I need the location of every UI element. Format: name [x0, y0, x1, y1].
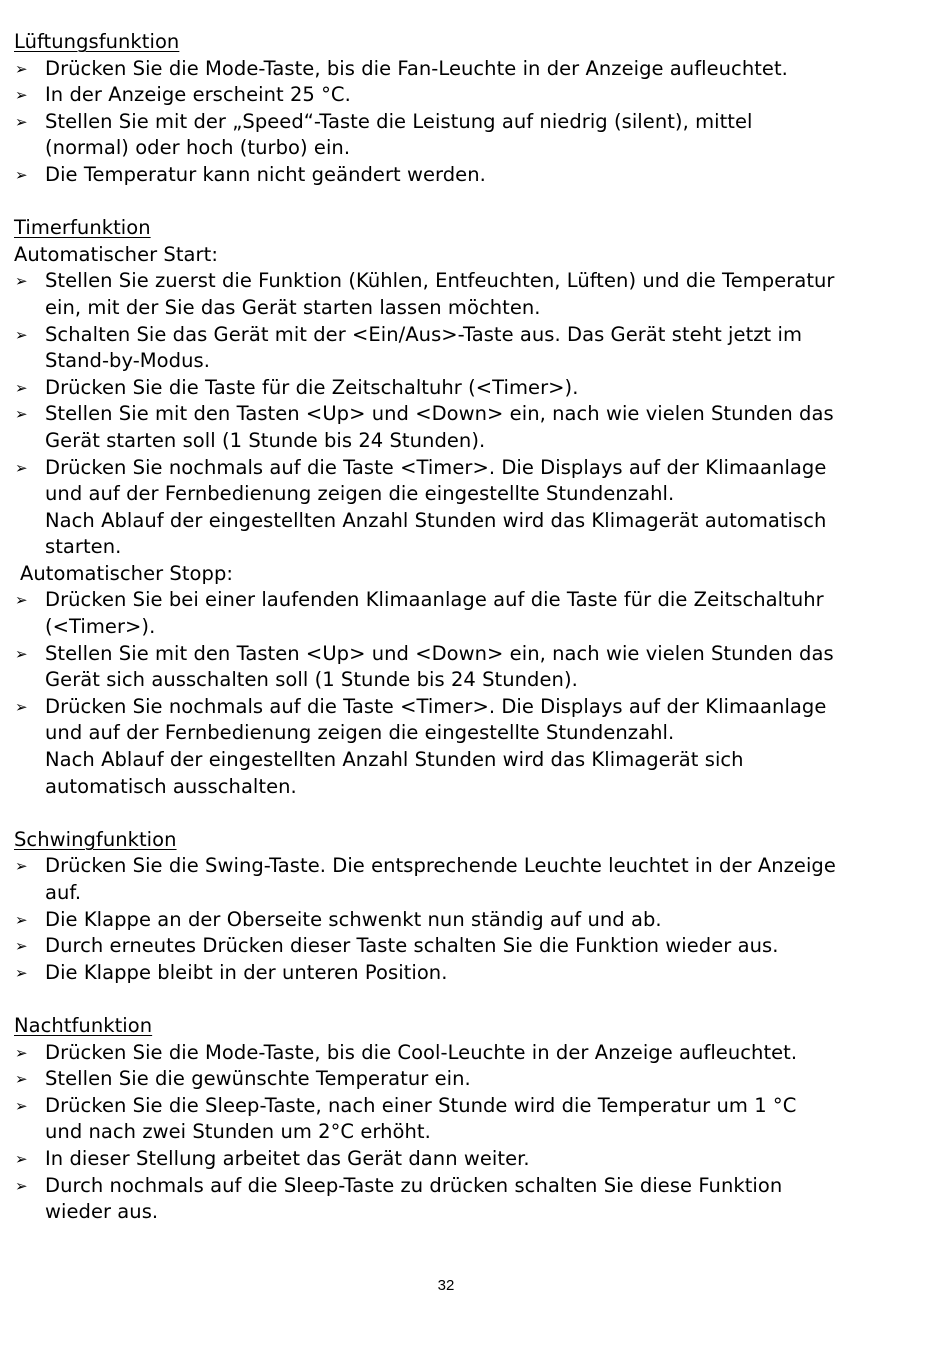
list-item [14, 1146, 914, 1173]
subheading-auto-start: Automatischer Start: [14, 242, 218, 266]
list-item-text: Drücken Sie die Swing-Taste. Die entsprechende Leuchte leuchtet in der Anzeige [45, 854, 836, 878]
list-item-text: (<Timer>). [45, 615, 156, 639]
bullet-list [14, 56, 914, 189]
list-item [14, 960, 914, 987]
list-item [14, 401, 914, 454]
list-item [14, 1066, 914, 1093]
list-item-text: Durch erneutes Drücken dieser Taste schalten Sie die Funktion wieder aus. [45, 934, 779, 958]
list-item-text: wieder aus. [45, 1200, 159, 1224]
list-item [14, 82, 914, 109]
bullet-list [14, 268, 914, 561]
arrowhead-bullet-icon: ➢ [15, 697, 28, 716]
arrowhead-bullet-icon: ➢ [15, 1070, 28, 1089]
list-item-text: Gerät sich ausschalten soll (1 Stunde bis 24 Stunden). [45, 668, 578, 692]
arrowhead-bullet-icon: ➢ [15, 1043, 28, 1062]
arrowhead-bullet-icon: ➢ [15, 458, 28, 477]
list-item-text: Die Klappe bleibt in der unteren Position. [45, 960, 448, 984]
list-item [14, 322, 914, 375]
page-number: 32 [437, 1277, 455, 1294]
arrowhead-bullet-icon: ➢ [15, 937, 28, 956]
list-item-text: Drücken Sie nochmals auf die Taste <Timer>. Die Displays auf der Klimaanlage [45, 694, 827, 718]
list-item [14, 933, 914, 960]
arrowhead-bullet-icon: ➢ [15, 963, 28, 982]
list-item [14, 587, 914, 640]
arrowhead-bullet-icon: ➢ [15, 165, 28, 184]
list-item [14, 162, 914, 189]
arrowhead-bullet-icon: ➢ [15, 1149, 28, 1168]
section-spacer [14, 189, 914, 216]
list-item-text: (normal) oder hoch (turbo) ein. [45, 136, 351, 160]
section-spacer [14, 800, 914, 827]
list-item-text: automatisch ausschalten. [45, 774, 297, 798]
section-heading-timer: Timerfunktion [14, 216, 151, 240]
list-item [14, 1173, 914, 1226]
list-item-text: Die Klappe an der Oberseite schwenkt nun ständig auf und ab. [45, 907, 662, 931]
section-spacer [14, 986, 914, 1013]
arrowhead-bullet-icon: ➢ [15, 86, 28, 105]
arrowhead-bullet-icon: ➢ [15, 910, 28, 929]
bullet-list [14, 1040, 914, 1226]
list-item [14, 1093, 914, 1146]
arrowhead-bullet-icon: ➢ [15, 112, 28, 131]
list-item-text: Schalten Sie das Gerät mit der <Ein/Aus>-Taste aus. Das Gerät steht jetzt im [45, 322, 803, 346]
arrowhead-bullet-icon: ➢ [15, 59, 28, 78]
list-item-text: Drücken Sie die Taste für die Zeitschaltuhr (<Timer>). [45, 375, 579, 399]
bullet-list [14, 853, 914, 986]
list-item-text: Durch nochmals auf die Sleep-Taste zu drücken schalten Sie diese Funktion [45, 1173, 783, 1197]
arrowhead-bullet-icon: ➢ [15, 857, 28, 876]
list-item [14, 56, 914, 83]
list-item-text: Stand-by-Modus. [45, 349, 210, 373]
arrowhead-bullet-icon: ➢ [15, 591, 28, 610]
document-page [14, 29, 914, 1226]
list-item-text: In der Anzeige erscheint 25 °C. [45, 83, 351, 107]
list-item-text: Drücken Sie die Sleep-Taste, nach einer Stunde wird die Temperatur um 1 °C [45, 1093, 797, 1117]
list-item-text: Stellen Sie mit der „Speed“-Taste die Leistung auf niedrig (silent), mittel [45, 109, 753, 133]
list-item-text: und auf der Fernbedienung zeigen die eingestellte Stundenzahl. [45, 721, 675, 745]
list-item-text: Stellen Sie die gewünschte Temperatur ein. [45, 1067, 471, 1091]
list-item [14, 268, 914, 321]
section-heading-lueftung: Lüftungsfunktion [14, 30, 180, 53]
list-item-text: Stellen Sie mit den Tasten <Up> und <Down> ein, nach wie vielen Stunden das [45, 402, 834, 426]
arrowhead-bullet-icon: ➢ [15, 1176, 28, 1195]
list-item [14, 109, 914, 162]
arrowhead-bullet-icon: ➢ [15, 272, 28, 291]
list-item [14, 1040, 914, 1067]
list-item [14, 375, 914, 402]
section-heading-nacht: Nachtfunktion [14, 1013, 153, 1037]
subheading-auto-stop: Automatischer Stopp: [20, 561, 234, 585]
list-item-text: Drücken Sie die Mode-Taste, bis die Fan-Leuchte in der Anzeige aufleuchtet. [45, 56, 788, 80]
bullet-list [14, 587, 914, 800]
list-item-text: Nach Ablauf der eingestellten Anzahl Stunden wird das Klimagerät sich [45, 748, 744, 772]
list-item-text: Drücken Sie bei einer laufenden Klimaanlage auf die Taste für die Zeitschaltuhr [45, 588, 824, 612]
list-item-text: Stellen Sie zuerst die Funktion (Kühlen, Entfeuchten, Lüften) und die Temperatur [45, 269, 835, 293]
list-item-text: Drücken Sie die Mode-Taste, bis die Cool-Leuchte in der Anzeige aufleuchtet. [45, 1040, 798, 1064]
arrowhead-bullet-icon: ➢ [15, 1096, 28, 1115]
list-item [14, 907, 914, 934]
list-item [14, 694, 914, 800]
list-item-text: Drücken Sie nochmals auf die Taste <Timer>. Die Displays auf der Klimaanlage [45, 455, 827, 479]
list-item-text: starten. [45, 535, 122, 559]
arrowhead-bullet-icon: ➢ [15, 644, 28, 663]
list-item-text: In dieser Stellung arbeitet das Gerät dann weiter. [45, 1146, 530, 1170]
list-item [14, 455, 914, 561]
section-heading-schwing: Schwingfunktion [14, 827, 177, 851]
list-item-text: und auf der Fernbedienung zeigen die eingestellte Stundenzahl. [45, 482, 675, 506]
list-item-text: auf. [45, 881, 82, 904]
list-item [14, 641, 914, 694]
list-item-text: und nach zwei Stunden um 2°C erhöht. [45, 1120, 431, 1144]
list-item-text: Nach Ablauf der eingestellten Anzahl Stunden wird das Klimagerät automatisch [45, 508, 827, 532]
arrowhead-bullet-icon: ➢ [15, 405, 28, 424]
arrowhead-bullet-icon: ➢ [15, 325, 28, 344]
list-item-text: ein, mit der Sie das Gerät starten lassen möchten. [45, 295, 541, 319]
list-item-text: Stellen Sie mit den Tasten <Up> und <Down> ein, nach wie vielen Stunden das [45, 641, 834, 665]
arrowhead-bullet-icon: ➢ [15, 378, 28, 397]
list-item [14, 853, 914, 906]
list-item-text: Die Temperatur kann nicht geändert werden. [45, 162, 486, 186]
list-item-text: Gerät starten soll (1 Stunde bis 24 Stunden). [45, 428, 486, 452]
